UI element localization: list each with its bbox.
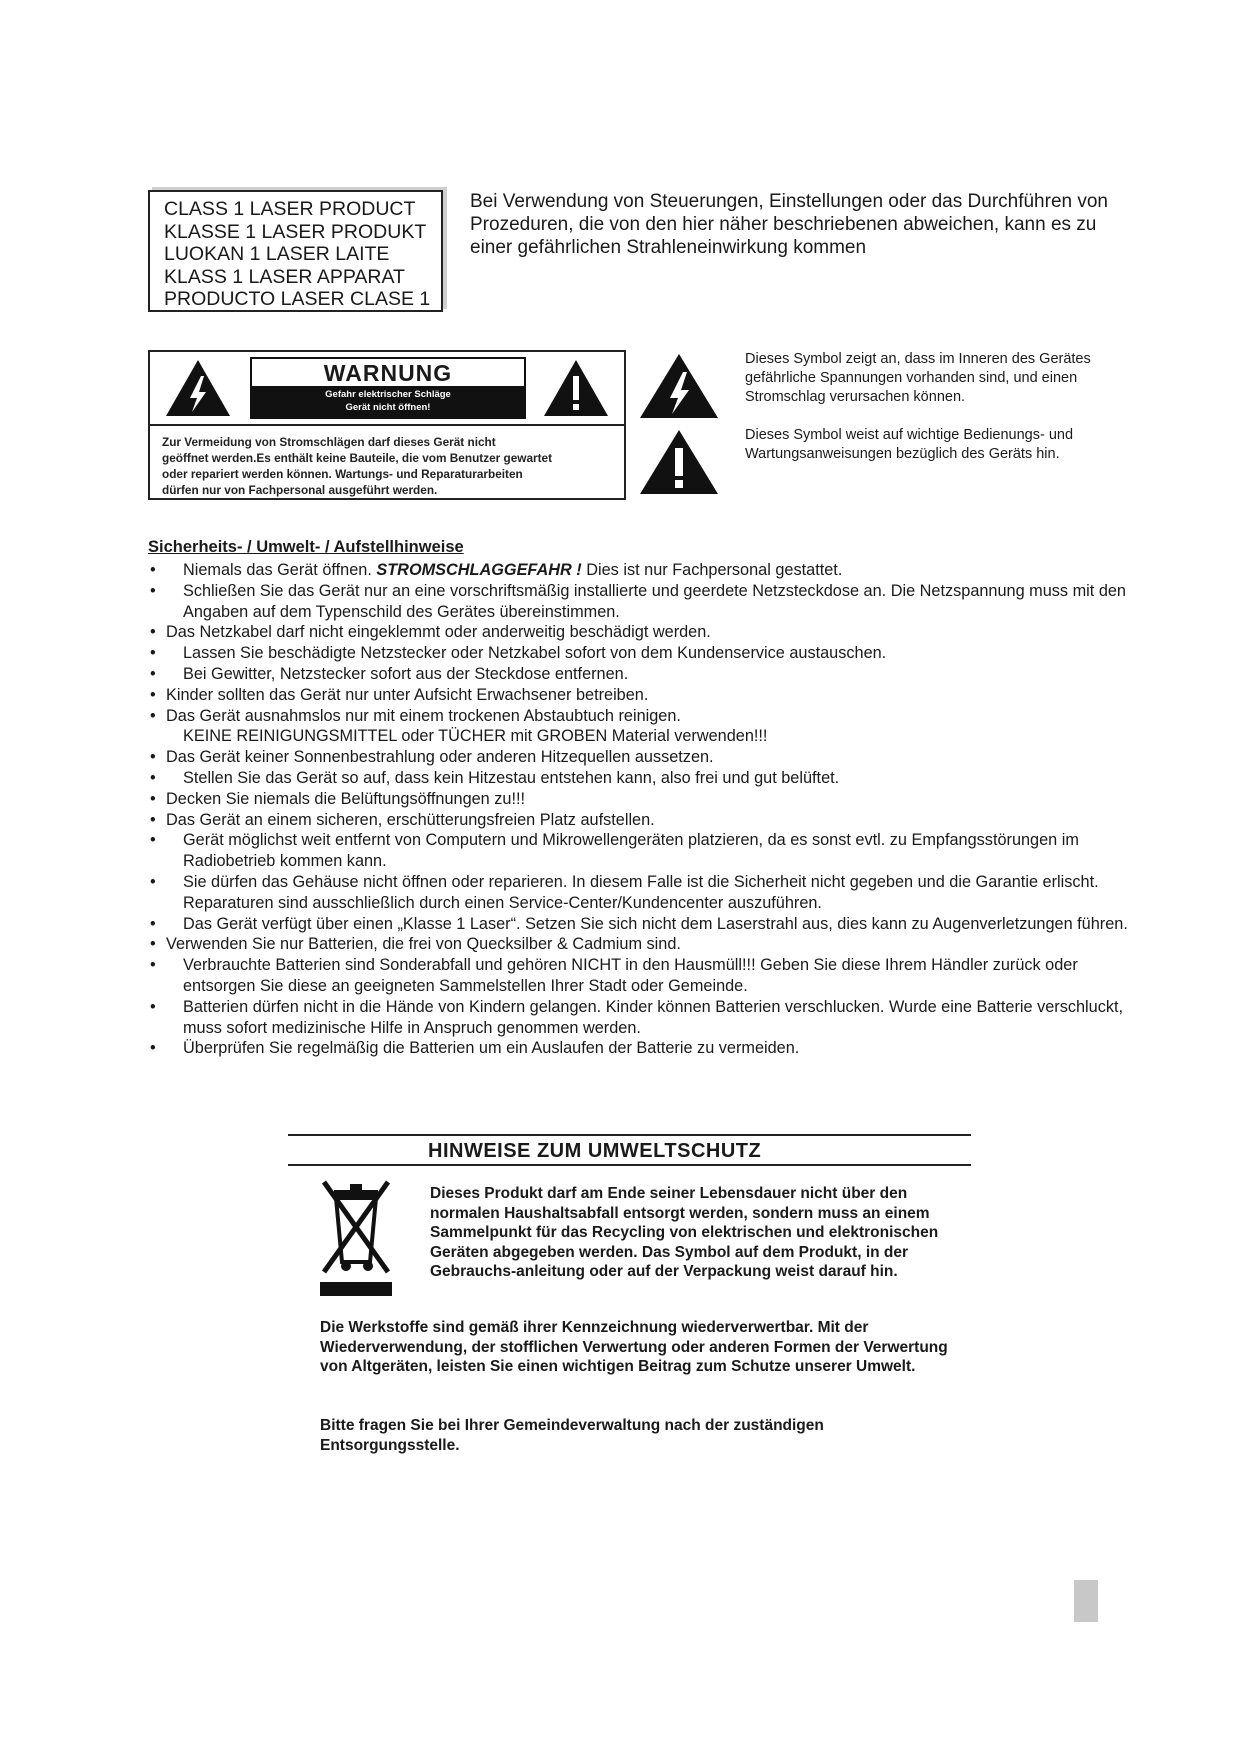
safety-heading: Sicherheits- / Umwelt- / Aufstellhinweise bbox=[148, 538, 464, 556]
exclamation-triangle-icon bbox=[542, 358, 610, 418]
divider bbox=[288, 1134, 971, 1136]
lightning-triangle-icon bbox=[638, 352, 720, 420]
warning-subtitle-block bbox=[252, 386, 524, 417]
warning-label-center bbox=[250, 357, 526, 419]
list-item: • Gerät möglichst weit entfernt von Computern und Mikrowellengeräten platzieren, da es sonst evtl. zu Empfangsstörungen im Radiobetrieb kommen kann. bbox=[150, 831, 1079, 871]
list-item: • Das Gerät verfügt über einen „Klasse 1 Laser“. Setzen Sie sich nicht dem Laserstrahl aus, dies kann zu Augenverletzungen führen. bbox=[150, 914, 1128, 933]
list-item: • Überprüfen Sie regelmäßig die Batterien um ein Auslaufen der Batterie zu vermeiden. bbox=[150, 1039, 800, 1058]
environment-title: HINWEISE ZUM UMWELTSCHUTZ bbox=[428, 1140, 762, 1162]
list-item: • Verbrauchte Batterien sind Sonderabfall und gehören NICHT in den Hausmüll!!! Geben Sie diese Ihrem Händler zurück oder entsorgen Sie diese an geeigneten Sammelstellen Ihrer Stadt oder Gemeinde. bbox=[150, 956, 1078, 995]
list-item: • Das Gerät keiner Sonnenbestrahlung oder anderen Hitzequellen aussetzen. bbox=[150, 748, 714, 767]
crossed-bin-icon bbox=[320, 1176, 392, 1302]
warning-subtitle: Gefahr elektrischer Schläge bbox=[325, 389, 451, 400]
laser-line: KLASSE 1 LASER PRODUKT bbox=[164, 220, 427, 243]
page-marker bbox=[1074, 1580, 1098, 1622]
divider bbox=[288, 1164, 971, 1166]
safety-list bbox=[148, 560, 1128, 1059]
laser-class-box bbox=[148, 190, 443, 312]
voltage-symbol-text: Dieses Symbol zeigt an, dass im Inneren des Gerätes gefährliche Spannungen vorhanden sind, und einen Stromschlag verursachen können. bbox=[745, 351, 1091, 405]
warning-subtitle: Gerät nicht öffnen! bbox=[345, 402, 431, 413]
list-item: • Bei Gewitter, Netzstecker sofort aus der Steckdose entfernen. bbox=[150, 664, 629, 683]
warning-body-line: Zur Vermeidung von Stromschlägen darf dieses Gerät nicht bbox=[162, 435, 496, 449]
laser-line: LUOKAN 1 LASER LAITE bbox=[164, 243, 390, 265]
laser-line: CLASS 1 LASER PRODUCT bbox=[164, 198, 416, 220]
warning-label bbox=[148, 350, 626, 500]
warning-label-header bbox=[150, 352, 624, 426]
list-item: • Niemals das Gerät öffnen. STROMSCHLAGGEFAHR ! Dies ist nur Fachpersonal gestattet. bbox=[150, 561, 843, 579]
environment-paragraph: Die Werkstoffe sind gemäß ihrer Kennzeichnung wiederverwertbar. Mit der Wiederverwendung, der stofflichen Verwertung oder anderen Formen der Verwertung von Altgeräten, leisten Sie einen wichtigen Beitrag zum Schutze unserer Umwelt. bbox=[320, 1319, 948, 1376]
list-item: • Decken Sie niemals die Belüftungsöffnungen zu!!! bbox=[150, 789, 526, 808]
list-item: • Verwenden Sie nur Batterien, die frei von Quecksilber & Cadmium sind. bbox=[150, 935, 681, 954]
environment-paragraph: Dieses Produkt darf am Ende seiner Lebensdauer nicht über den normalen Haushaltsabfall entsorgt werden, sondern muss an einem Sammelpunkt für das Recycling von elektrischen und elektronischen Geräten abgegeben werden. Das Symbol auf dem Produkt, in der Gebrauchs-anleitung oder auf der Verpackung weist darauf hin. bbox=[430, 1185, 939, 1281]
warning-body bbox=[162, 434, 552, 498]
list-item: • Lassen Sie beschädigte Netzstecker oder Netzkabel sofort von dem Kundenservice austauschen. bbox=[150, 644, 887, 663]
list-item: • Das Gerät an einem sicheren, erschütterungsfreien Platz aufstellen. bbox=[150, 810, 655, 829]
list-item: • Das Netzkabel darf nicht eingeklemmt oder anderweitig beschädigt werden. bbox=[150, 623, 711, 642]
list-item: • Schließen Sie das Gerät nur an eine vorschriftsmäßig installierte und geerdete Netzsteckdose an. Die Netzspannung muss mit den Angaben auf dem Typenschild des Gerätes übereinstimmen. bbox=[150, 581, 1126, 621]
list-item-sub: KEINE REINIGUNGSMITTEL oder TÜCHER mit GROBEN Material verwenden!!! bbox=[183, 727, 768, 746]
laser-warning-text: Bei Verwendung von Steuerungen, Einstellungen oder das Durchführen von Prozeduren, die von den hier näher beschriebenen abweichen, kann es zu einer gefährlichen Strahleneinwirkung kommen bbox=[470, 191, 1108, 258]
instructions-symbol-text: Dieses Symbol weist auf wichtige Bedienungs- und Wartungsanweisungen bezüglich des Geräts hin. bbox=[745, 427, 1074, 462]
list-item: • Batterien dürfen nicht in die Hände von Kindern gelangen. Kinder können Batterien verschlucken. Wurde eine Batterie verschluckt, muss sofort medizinische Hilfe in Anspruch genommen werden. bbox=[150, 997, 1124, 1037]
environment-paragraph: Bitte fragen Sie bei Ihrer Gemeindeverwaltung nach der zuständigen Entsorgungsstelle. bbox=[320, 1417, 824, 1454]
list-item: • Kinder sollten das Gerät nur unter Aufsicht Erwachsener betreiben. bbox=[150, 685, 649, 704]
exclamation-triangle-icon bbox=[638, 428, 720, 496]
warning-body-line: dürfen nur von Fachpersonal ausgeführt werden. bbox=[162, 483, 438, 497]
laser-line: KLASS 1 LASER APPARAT bbox=[164, 265, 405, 288]
warning-body-line: oder repariert werden können. Wartungs- und Reparaturarbeiten bbox=[162, 467, 523, 481]
warning-body-line: geöffnet werden.Es enthält keine Bauteile, die vom Benutzer gewartet bbox=[162, 451, 553, 465]
list-item: • Das Gerät ausnahmslos nur mit einem trockenen Abstaubtuch reinigen. KEINE REINIGUNGSMITTEL oder TÜCHER mit GROBEN Material verwenden!!! bbox=[148, 706, 1128, 748]
warning-title: WARNUNG bbox=[323, 360, 453, 386]
lightning-triangle-icon bbox=[164, 358, 232, 418]
list-item: • Stellen Sie das Gerät so auf, dass kein Hitzestau entstehen kann, also frei und gut belüftet. bbox=[150, 768, 840, 787]
laser-line: PRODUCTO LASER CLASE 1 bbox=[164, 288, 431, 310]
list-item: • Sie dürfen das Gehäuse nicht öffnen oder reparieren. In diesem Falle ist die Sicherheit nicht gegeben und die Garantie erlischt. Reparaturen sind ausschließlich durch einen Service-Center/Kundencenter auszuführen. bbox=[150, 872, 1099, 912]
